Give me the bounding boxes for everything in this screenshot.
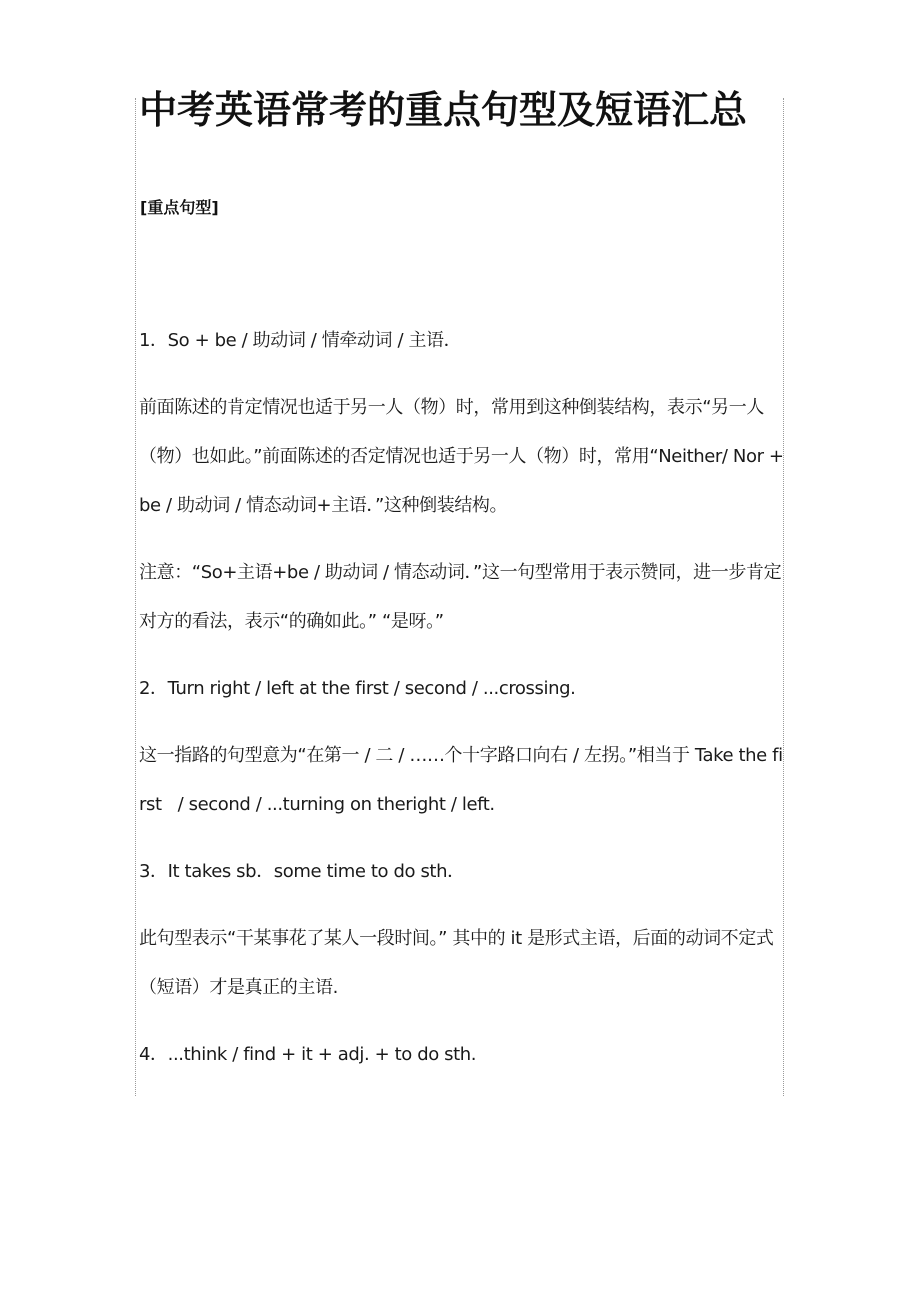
sentence-pattern-heading: 4．...think / find + it + adj. + to do sth. <box>139 1044 477 1065</box>
sentence-pattern-heading: 1．So + be / 助动词 / 情牵动词 / 主语． <box>139 330 462 351</box>
explanation-paragraph: 这一指路的句型意为“在第一 / 二 / ……个十字路口向右 / 左拐。”相当于 Take the first / second / ...turning on theright / left. <box>139 745 783 815</box>
sentence-pattern-heading: 2．Turn right / left at the first / second / ...crossing. <box>139 678 576 699</box>
document-title: 中考英语常考的重点句型及短语汇总 <box>139 88 748 132</box>
left-margin-rule <box>135 98 136 1096</box>
document-body <box>139 316 789 1097</box>
note-paragraph: 注意：“So+主语+be / 助动词 / 情态动词．”这一句型常用于表示赞同，进一步肯定对方的看法，表示“的确如此。” “是呀。” <box>139 562 782 632</box>
sentence-pattern-heading: 3．It takes sb．some time to do sth． <box>139 861 465 882</box>
explanation-paragraph: 前面陈述的肯定情况也适于另一人（物）时，常用到这种倒装结构，表示“另一人（物）也如此。”前面陈述的否定情况也适于另一人（物）时，常用“Neither/ Nor + be / 助动词 / 情态动词+主语．”这种倒装结构。 <box>139 397 789 516</box>
section-label: [重点句型] <box>140 198 219 217</box>
explanation-paragraph: 此句型表示“干某事花了某人一段时间。” 其中的 it 是形式主语，后面的动词不定式（短语）才是真正的主语. <box>139 928 774 998</box>
